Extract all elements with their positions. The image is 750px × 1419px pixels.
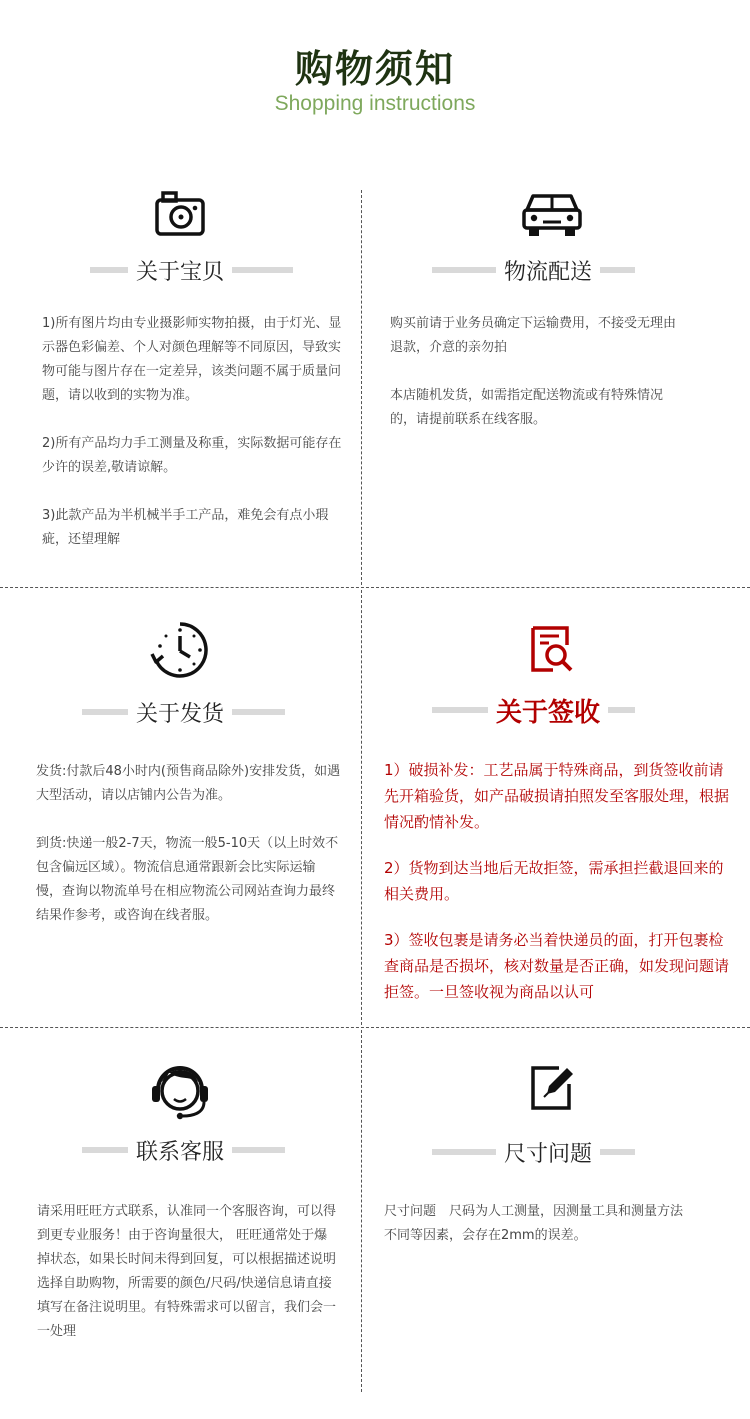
car-icon	[521, 190, 583, 240]
paragraph: 尺寸问题 尺码为人工测量，因测量工具和测量方法不同等因素，会存在2mm的误差。	[384, 1204, 684, 1243]
paragraph: 3）签收包裹是请务必当着快递员的面，打开包裹检查商品是否损坏，核对数量是否正确，如发现问题请拒签。一旦签收视为商品以认可	[384, 931, 730, 1001]
paragraph: 到货:快递一般2-7天，物流一般5-10天（以上时效不包含偏远区域）。物流信息通常跟新会比实际运输慢，查询以物流单号在相应物流公司网站查询力最终结果作参考，或咨询在线者服。	[36, 836, 339, 923]
customer-service-icon	[147, 1058, 213, 1124]
section-title: 物流配送	[496, 255, 600, 286]
edit-icon	[529, 1064, 575, 1112]
page-subtitle: Shopping instructions	[274, 92, 476, 115]
section-customer-service	[0, 1030, 360, 1392]
paragraph: 1）破损补发：工艺品属于特殊商品，到货签收前请先开箱验货，如产品破损请拍照发至客服处理，根据情况酌情补发。	[384, 761, 730, 831]
section-title: 关于签收	[488, 692, 608, 729]
paragraph: 2）货物到达当地后无故拒签，需承担拦截退回来的相关费用。	[384, 859, 724, 903]
section-size	[362, 1030, 742, 1392]
horizontal-divider	[0, 1027, 750, 1028]
camera-icon	[154, 190, 206, 238]
paragraph: 购买前请于业务员确定下运输费用，不接受无理由退款，介意的亲勿拍	[390, 316, 677, 355]
page-title: 购物须知	[294, 47, 455, 91]
section-receipt	[362, 590, 742, 1025]
paragraph: 本店随机发货，如需指定配送物流或有特殊情况的，请提前联系在线客服。	[390, 388, 664, 427]
section-logistics	[362, 190, 742, 585]
section-title: 尺寸问题	[496, 1137, 600, 1168]
section-about-product	[0, 190, 360, 585]
section-title: 联系客服	[128, 1135, 232, 1166]
inspect-package-icon	[529, 625, 575, 673]
paragraph: 2)所有产品均力手工测量及称重，实际数据可能存在少许的误差,敬请谅解。	[42, 436, 342, 475]
clock-icon	[150, 620, 210, 680]
horizontal-divider	[0, 587, 750, 588]
section-title: 关于发货	[128, 697, 232, 728]
paragraph: 发货:付款后48小时内(预售商品除外)安排发货，如遇大型活动，请以店铺内公告为准。	[36, 764, 341, 803]
paragraph: 3)此款产品为半机械半手工产品，难免会有点小瑕疵，还望理解	[42, 508, 329, 547]
paragraph: 1)所有图片均由专业摄影师实物拍摄，由于灯光、显示器色彩偏差、个人对颜色理解等不同原因，导致实物可能与图片存在一定差异，该类问题不属于质量问题，请以收到的实物为准。	[42, 316, 342, 403]
paragraph: 请采用旺旺方式联系，认准同一个客服咨询，可以得到更专业服务！由于咨询量很大， 旺旺通常处于爆掉状态，如果长时间未得到回复，可以根据描述说明选择自助购物，所需要的颜色/尺码/快递信息请直接填写在备注说明里。有特殊需求可以留言，我们会一一处理	[37, 1204, 337, 1339]
section-shipping	[0, 590, 360, 1025]
section-title: 关于宝贝	[128, 255, 232, 286]
